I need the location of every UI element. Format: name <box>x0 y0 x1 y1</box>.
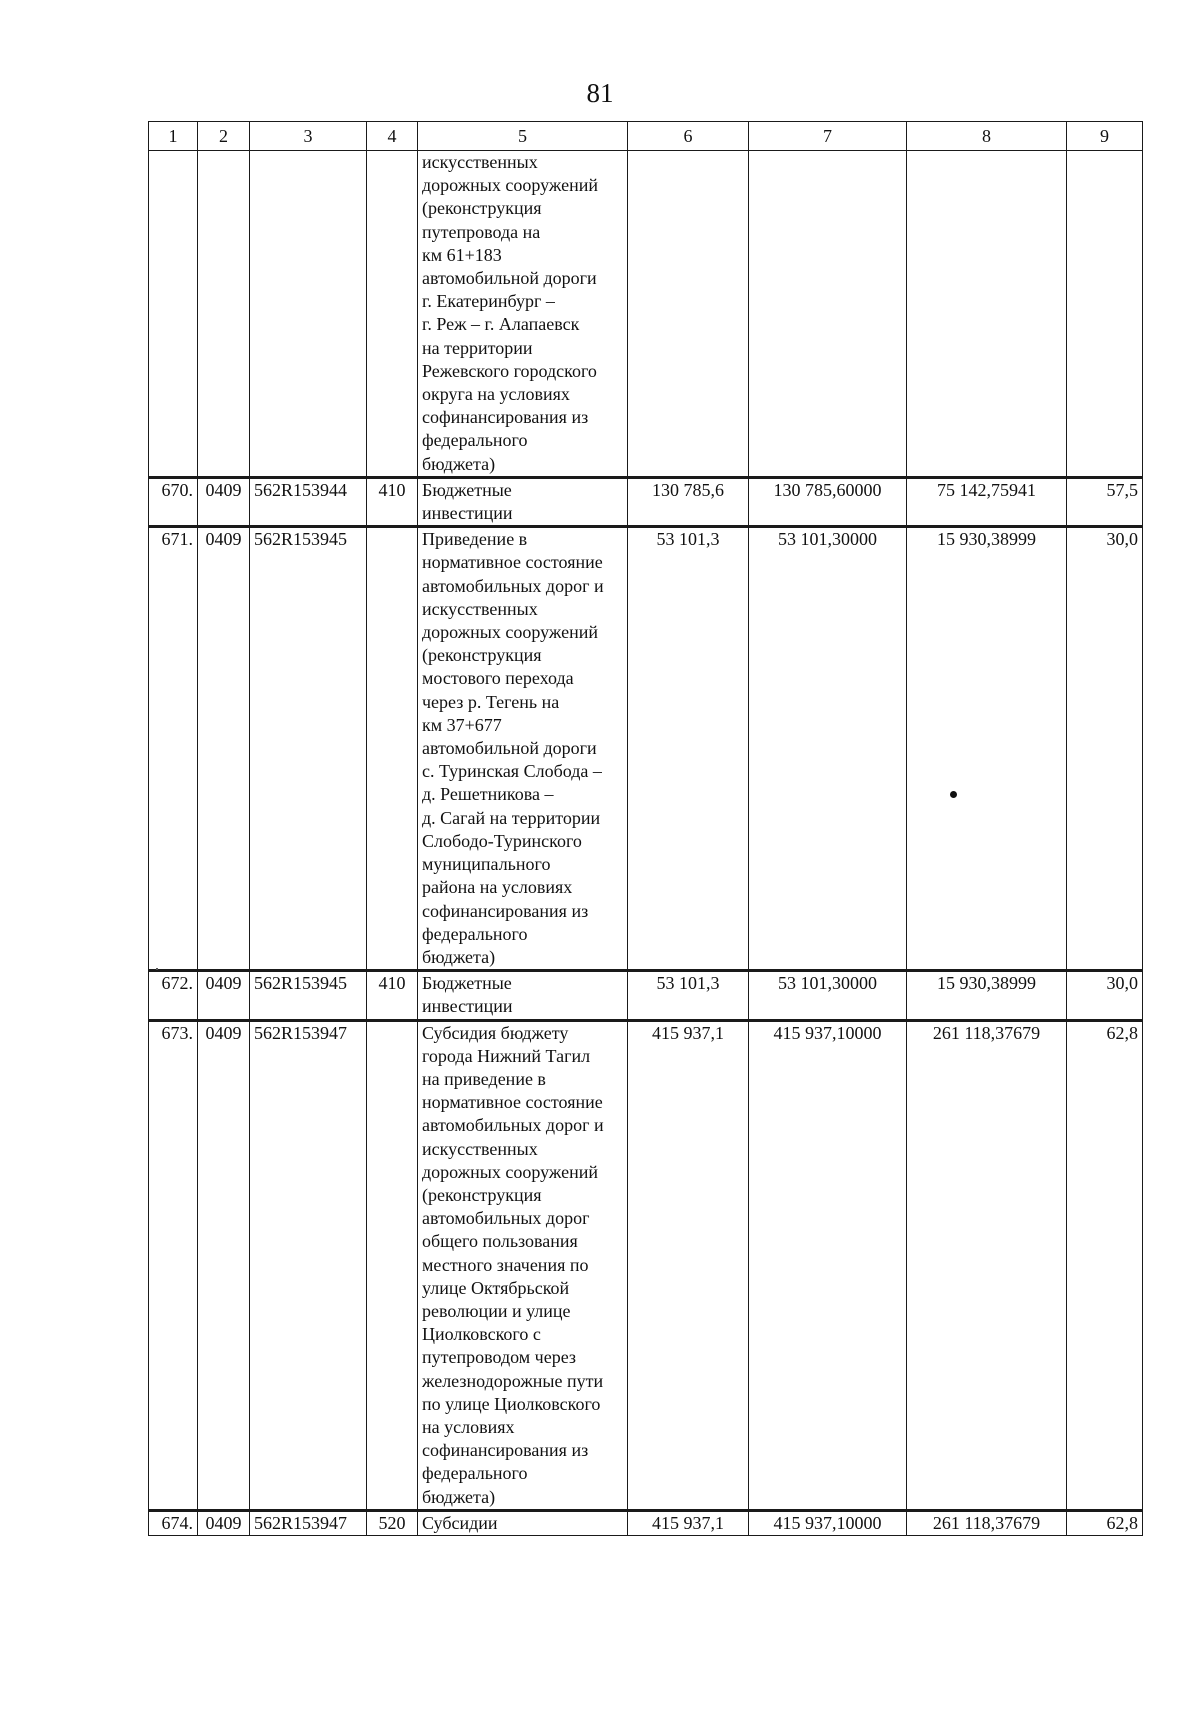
item-name <box>418 527 628 971</box>
section-code-text: 0409 <box>205 1022 242 1043</box>
section-code <box>198 151 250 478</box>
plan-amount-text: 53 101,3 <box>656 973 720 994</box>
target-code <box>250 477 367 526</box>
plan-amount <box>628 971 749 1020</box>
expense-type <box>367 477 418 526</box>
execution-percent <box>1067 1510 1143 1535</box>
table-body <box>149 151 1143 1536</box>
header-col-7: 7 <box>749 122 907 151</box>
header-col-5: 5 <box>418 122 628 151</box>
header-col-2: 2 <box>198 122 250 151</box>
plan-precise-amount <box>749 1020 907 1510</box>
row-number-text: 673. <box>161 1022 193 1043</box>
row-number-text: 671. <box>161 529 193 550</box>
executed-amount <box>907 527 1067 971</box>
stray-dot-mark <box>950 791 957 798</box>
target-code <box>250 971 367 1020</box>
plan-precise-amount-text: 130 785,60000 <box>773 479 882 500</box>
row-number <box>149 971 198 1020</box>
row-number-text: 670. <box>161 479 193 500</box>
header-col-6: 6 <box>628 122 749 151</box>
item-name <box>418 1020 628 1510</box>
expense-type <box>367 1020 418 1510</box>
execution-percent <box>1067 477 1143 526</box>
executed-amount-text: 15 930,38999 <box>937 529 1036 550</box>
plan-amount <box>628 477 749 526</box>
section-code-text: 0409 <box>205 1512 242 1533</box>
execution-percent-text: 30,0 <box>1106 529 1138 550</box>
execution-percent-text: 62,8 <box>1106 1022 1138 1043</box>
table-row <box>149 1510 1143 1535</box>
plan-precise-amount <box>749 477 907 526</box>
item-name-text: Субсидии <box>422 1512 498 1533</box>
target-code <box>250 527 367 971</box>
item-name-text: Бюджетные инвестиции <box>422 973 513 1017</box>
row-number-text: 674. <box>161 1512 193 1533</box>
executed-amount-text: 75 142,75941 <box>937 479 1036 500</box>
section-code <box>198 477 250 526</box>
table-row <box>149 477 1143 526</box>
table-row <box>149 1020 1143 1510</box>
header-col-4: 4 <box>367 122 418 151</box>
row-number <box>149 527 198 971</box>
target-code <box>250 1510 367 1535</box>
section-code-text: 0409 <box>205 529 242 550</box>
execution-percent <box>1067 151 1143 478</box>
executed-amount-text: 261 118,37679 <box>932 1022 1041 1043</box>
header-row <box>149 122 1143 151</box>
executed-amount <box>907 1510 1067 1535</box>
executed-amount-text: 15 930,38999 <box>937 973 1036 994</box>
executed-amount <box>907 1020 1067 1510</box>
item-name-text: Приведение в нормативное состояние автомобильных дорог и искусственных дорожных сооружений (реконструкция мостового перехода через р. Тегень на км 37+677 автомобильной дороги с. Туринская Слобода – д. Решетникова – д. Сагай на территории Слободо-Туринского муниципального района на условиях софинансирования из федерального бюджета) <box>422 529 604 967</box>
row-number-text: 672. <box>161 973 193 994</box>
execution-percent-text: 30,0 <box>1106 973 1138 994</box>
section-code <box>198 971 250 1020</box>
stray-speck-mark <box>156 968 158 970</box>
section-code <box>198 527 250 971</box>
expense-type <box>367 1510 418 1535</box>
target-code-text: 562R153947 <box>254 1512 348 1533</box>
target-code-text: 562R153944 <box>254 479 348 500</box>
item-name <box>418 151 628 478</box>
row-number <box>149 1510 198 1535</box>
item-name-text: Бюджетные инвестиции <box>422 479 513 524</box>
target-code <box>250 151 367 478</box>
execution-percent <box>1067 971 1143 1020</box>
row-number <box>149 1020 198 1510</box>
plan-amount <box>628 1020 749 1510</box>
plan-amount-text: 415 937,1 <box>652 1022 724 1043</box>
plan-precise-amount-text: 415 937,10000 <box>773 1512 882 1533</box>
section-code-text: 0409 <box>205 479 242 500</box>
plan-amount-text: 415 937,1 <box>652 1512 724 1533</box>
plan-precise-amount <box>749 1510 907 1535</box>
plan-amount <box>628 1510 749 1535</box>
plan-precise-amount-text: 53 101,30000 <box>778 529 877 550</box>
executed-amount-text: 261 118,37679 <box>932 1512 1041 1533</box>
item-name-text: искусственных дорожных сооружений (реконструкция путепровода на км 61+183 автомобильной дороги г. Екатеринбург – г. Реж – г. Алапаевск на территории Режевского городского округа на условиях софинансирования из федерального бюджета) <box>422 152 598 474</box>
plan-amount <box>628 151 749 478</box>
execution-percent <box>1067 527 1143 971</box>
plan-precise-amount <box>749 151 907 478</box>
header-col-3: 3 <box>250 122 367 151</box>
header-col-1: 1 <box>149 122 198 151</box>
header-col-9: 9 <box>1067 122 1143 151</box>
plan-amount-text: 130 785,6 <box>652 479 724 500</box>
table-row <box>149 971 1143 1020</box>
execution-percent <box>1067 1020 1143 1510</box>
page-number: 81 <box>586 78 614 108</box>
target-code-text: 562R153945 <box>254 529 348 550</box>
plan-amount <box>628 527 749 971</box>
expense-type-text: 520 <box>378 1512 406 1533</box>
section-code <box>198 1020 250 1510</box>
execution-percent-text: 62,8 <box>1106 1512 1138 1533</box>
expense-type-text: 410 <box>378 479 406 500</box>
expense-type <box>367 527 418 971</box>
executed-amount <box>907 477 1067 526</box>
target-code-text: 562R153945 <box>254 973 348 994</box>
row-number <box>149 151 198 478</box>
executed-amount <box>907 971 1067 1020</box>
table-row <box>149 527 1143 971</box>
plan-precise-amount-text: 53 101,30000 <box>778 973 877 994</box>
plan-precise-amount-text: 415 937,10000 <box>773 1022 882 1043</box>
item-name <box>418 1510 628 1535</box>
section-code-text: 0409 <box>205 973 242 994</box>
plan-amount-text: 53 101,3 <box>656 529 720 550</box>
expense-type <box>367 971 418 1020</box>
header-col-8: 8 <box>907 122 1067 151</box>
target-code-text: 562R153947 <box>254 1022 348 1043</box>
expense-type <box>367 151 418 478</box>
target-code <box>250 1020 367 1510</box>
item-name <box>418 477 628 526</box>
executed-amount <box>907 151 1067 478</box>
row-number <box>149 477 198 526</box>
item-name-text: Субсидия бюджету города Нижний Тагил на приведение в нормативное состояние автомобильных дорог и искусственных дорожных сооружений (реконструкция автомобильных дорог общего пользования местного значения по улице Октябрьской революции и улице Циолковского с путепроводом через железнодорожные пути по улице Циолковского на условиях софинансирования из федерального бюджета) <box>422 1022 604 1507</box>
section-code <box>198 1510 250 1535</box>
execution-percent-text: 57,5 <box>1106 479 1138 500</box>
plan-precise-amount <box>749 971 907 1020</box>
table-header <box>149 122 1143 151</box>
table-row <box>149 151 1143 478</box>
item-name <box>418 971 628 1020</box>
plan-precise-amount <box>749 527 907 971</box>
expense-type-text: 410 <box>378 973 406 994</box>
budget-table <box>148 121 1143 1536</box>
